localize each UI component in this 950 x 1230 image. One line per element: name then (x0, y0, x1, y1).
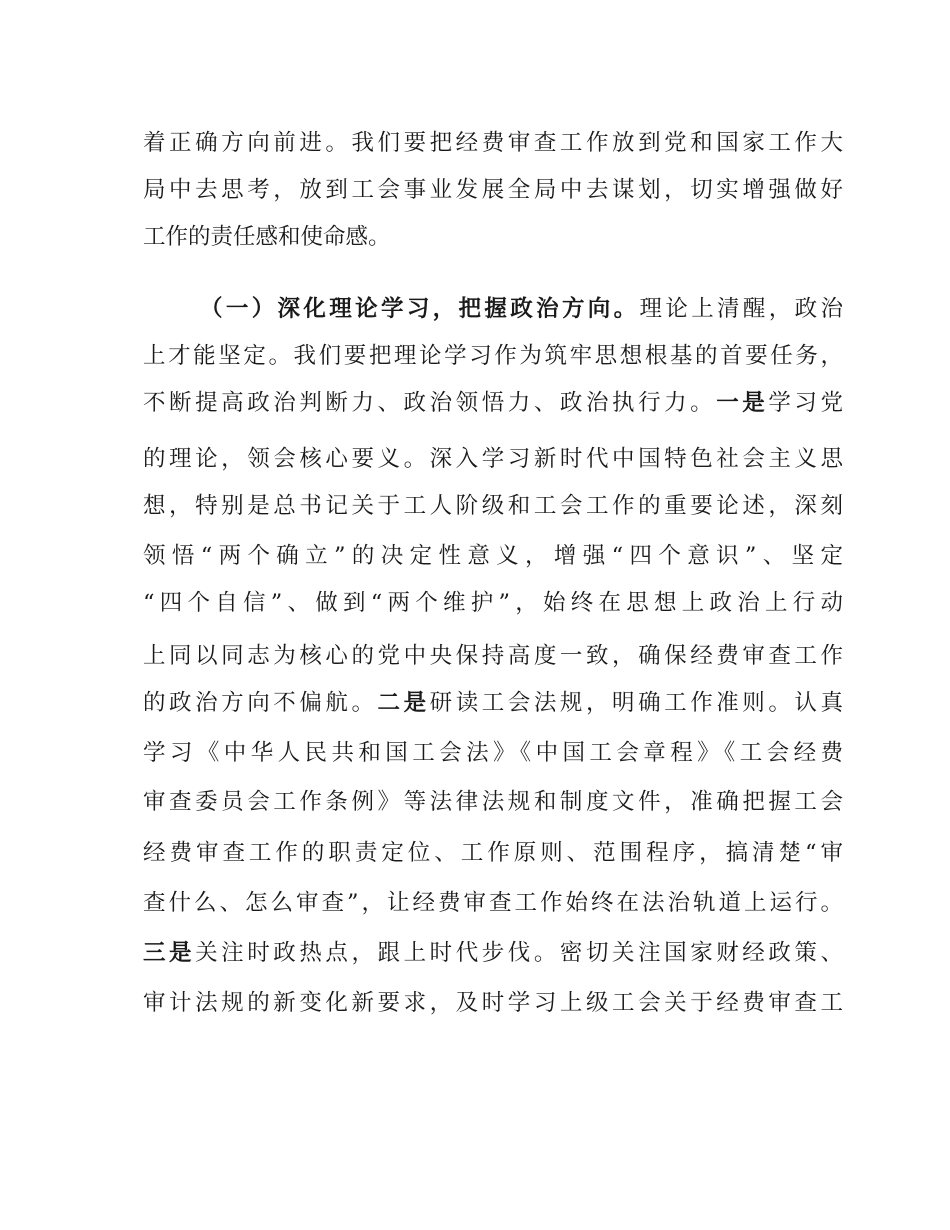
text-line: 局中去思考，放到工会事业发展全局中去谋划，切实增强做好 (143, 177, 843, 203)
text-line: 上同以同志为核心的党中央保持高度一致，确保经费审查工作 (143, 643, 843, 669)
text-line: 领悟“两个确立”的决定性意义，增强“四个意识”、坚定 (143, 543, 843, 569)
point-label: 三是 (143, 940, 196, 966)
text-line: 学习《中华人民共和国工会法》《中国工会章程》《工会经费 (143, 740, 843, 766)
text-line: 查什么、怎么审查”，让经费审查工作始终在法治轨道上运行。 (143, 890, 843, 916)
text-line: 的理论，领会核心要义。深入学习新时代中国特色社会主义思 (143, 446, 843, 472)
text-line: 工作的责任感和使命感。 (143, 224, 391, 250)
text-line: 审计法规的新变化新要求，及时学习上级工会关于经费审查工 (143, 990, 843, 1016)
point-label: 二是 (377, 690, 430, 716)
text-line: 审查委员会工作条例》等法律法规和制度文件，准确把握工会 (143, 789, 843, 815)
point-label: 一是 (716, 390, 769, 416)
text-line: 不断提高政治判断力、政治领悟力、政治执行力。一是学习党 (143, 390, 843, 416)
text-line: 上才能坚定。我们要把理论学习作为筑牢思想根基的首要任务， (143, 343, 843, 369)
text-line: 着正确方向前进。我们要把经费审查工作放到党和国家工作大 (143, 130, 843, 156)
text-line: 经费审查工作的职责定位、工作原则、范围程序，搞清楚“审 (143, 840, 843, 866)
section-heading: （一）深化理论学习，把握政治方向。 (200, 296, 640, 322)
text-line: “四个自信”、做到“两个维护”，始终在思想上政治上行动 (143, 590, 843, 616)
text-line: （一）深化理论学习，把握政治方向。理论上清醒，政治 (200, 296, 843, 322)
text-line: 想，特别是总书记关于工人阶级和工会工作的重要论述，深刻 (143, 493, 843, 519)
text-line: 三是关注时政热点，跟上时代步伐。密切关注国家财经政策、 (143, 940, 843, 966)
text-line: 的政治方向不偏航。二是研读工会法规，明确工作准则。认真 (143, 690, 843, 716)
